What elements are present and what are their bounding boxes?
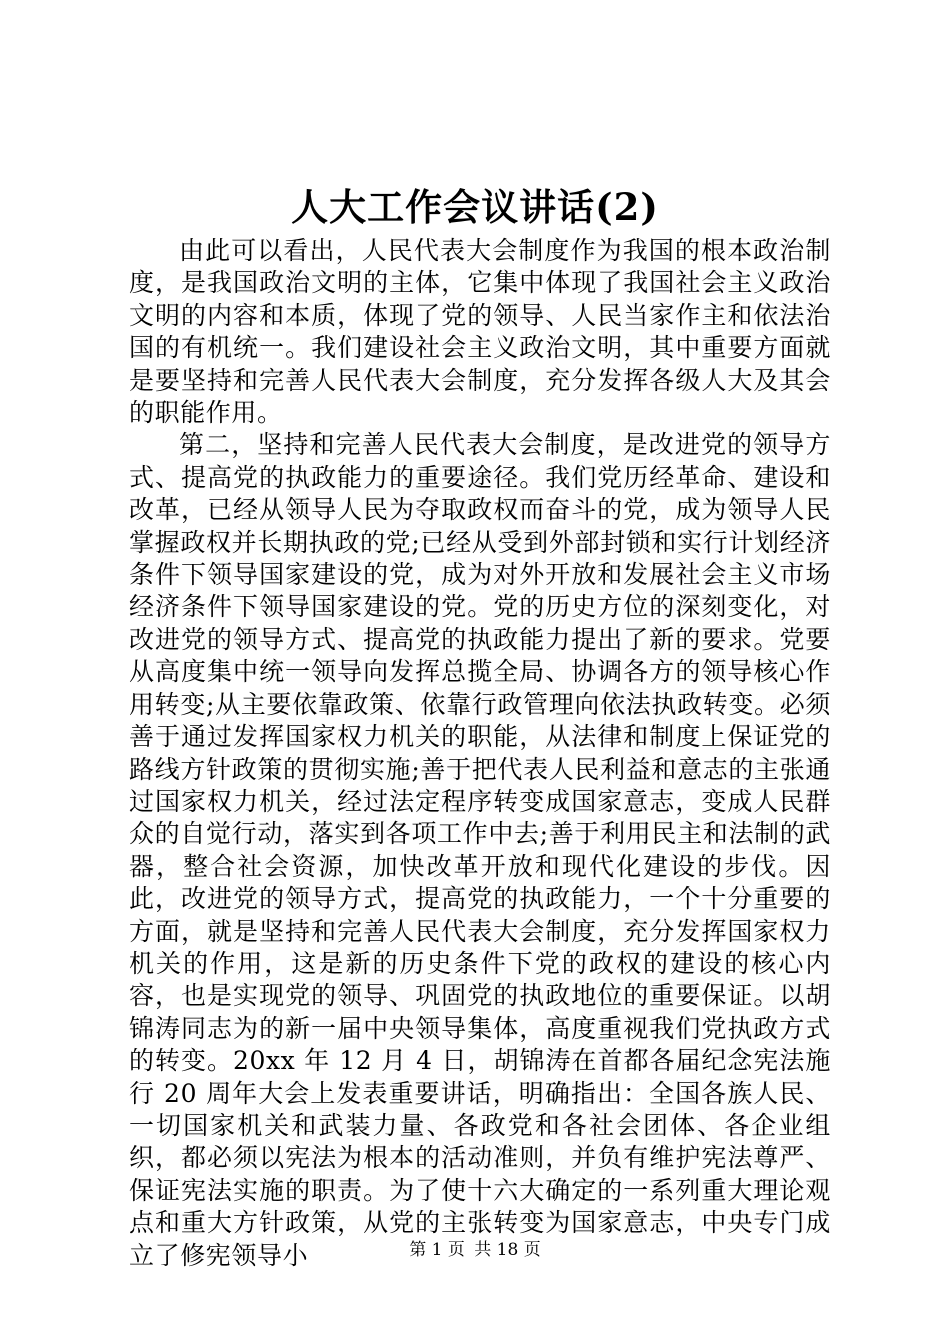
page-footer xyxy=(0,1238,950,1262)
page-number: 第 1 页 xyxy=(409,1240,465,1260)
body-paragraph-1: 由此可以看出，人民代表大会制度作为我国的根本政治制度，是我国政治文明的主体，它集中体现了我国社会主义政治文明的内容和本质，体现了党的领导、人民当家作主和依法治国的有机统一。我们建设社会主义政治文明，其中重要方面就是要坚持和完善人民代表大会制度，充分发挥各级人大及其会的职能作用。 xyxy=(129,236,831,428)
document-body xyxy=(129,235,831,1272)
page-total: 共 18 页 xyxy=(474,1240,541,1260)
body-paragraph-2: 第二，坚持和完善人民代表大会制度，是改进党的领导方式、提高党的执政能力的重要途径。我们党历经革命、建设和改革，已经从领导人民为夺取政权而奋斗的党，成为领导人民掌握政权并长期执政的党;已经从受到外部封锁和实行计划经济条件下领导国家建设的党，成为对外开放和发展社会主义市场经济条件下领导国家建设的党。党的历史方位的深刻变化，对改进党的领导方式、提高党的执政能力提出了新的要求。党要从高度集中统一领导向发挥总揽全局、协调各方的领导核心作用转变;从主要依靠政策、依靠行政管理向依法执政转变。必须善于通过发挥国家权力机关的职能，从法律和制度上保证党的路线方针政策的贯彻实施;善于把代表人民利益和意志的主张通过国家权力机关，经过法定程序转变成国家意志，变成人民群众的自觉行动，落实到各项工作中去;善于利用民主和法制的武器，整合社会资源，加快改革开放和现代化建设的步伐。因此，改进党的领导方式，提高党的执政能力，一个十分重要的方面，就是坚持和完善人民代表大会制度，充分发挥国家权力机关的作用，这是新的历史条件下党的政权的建设的核心内容，也是实现党的领导、巩固党的执政地位的重要保证。以胡锦涛同志为的新一届中央领导集体，高度重视我们党执政方式的转变。20xx 年 12 月 4 日，胡锦涛在首都各届纪念宪法施行 20 周年大会上发表重要讲话，明确指出：全国各族人民、一切国家机关和武装力量、各政党和各社会团体、各企业组织，都必须以宪法为根本的活动准则，并负有维护宪法尊严、保证宪法实施的职责。为了使十六大确定的一系列重大理论观点和重大方针政策，从党的主张转变为国家意志，中央专门成立了修宪领导小 xyxy=(129,430,831,1270)
document-title: 人大工作会议讲话(2) xyxy=(291,185,659,229)
